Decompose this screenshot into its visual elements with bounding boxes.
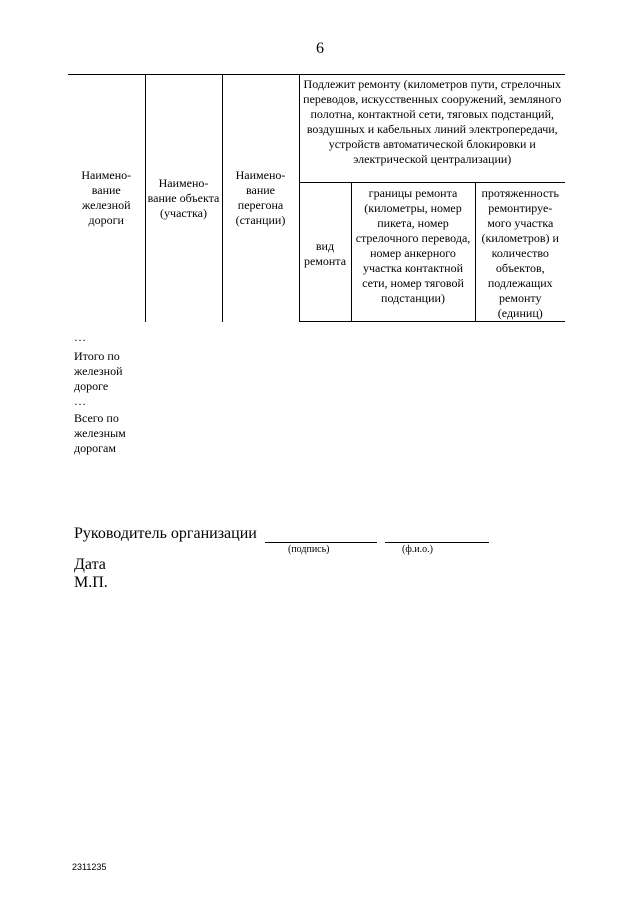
total-all-label: Всего по железным дорогам [74,411,126,455]
summary-rows [74,330,164,456]
header-object-name: Наимено-вание объекта (участка) [145,75,222,322]
full-name-field[interactable] [385,542,489,543]
header-haul-name: Наимено-вание перегона (станции) [222,75,299,322]
signature-label: Руководитель организации [74,525,257,542]
ellipsis-row: … [74,394,88,408]
document-code: 2311235 [72,862,107,872]
total-railway-label: Итого по железной дороге [74,349,123,393]
signature-line [74,525,489,543]
header-repair-bounds: границы ремонта (километры, номер пикета, номер стрелочного перевода, номер анкерного участка контактной сети, номер тяговой подстанции) [351,183,475,322]
stamp-label: М.П. [74,574,108,591]
header-subject-to-repair: Подлежит ремонту (километров пути, стрелочных переводов, искусственных сооружений, земляного полотна, контактной сети, тяговых подстанций, воздушных и кабельных линий электропередачи, устройств автоматической блокировки и электрической централизации) [299,75,565,183]
signature-caption: (подпись) [288,544,330,555]
signature-field[interactable] [265,542,377,543]
full-name-caption: (ф.и.о.) [402,544,433,555]
date-label: Дата [74,556,106,573]
repair-table [68,74,565,322]
header-repair-type: вид ремонта [299,183,351,322]
header-railway-name: Наимено-вание железной дороги [68,75,145,322]
header-repair-length: протяженность ремонтируе-мого участка (километров) и количество объектов, подлежащих ремонту (единиц) [475,183,565,322]
page-number: 6 [316,40,324,57]
ellipsis-row: … [74,330,88,344]
